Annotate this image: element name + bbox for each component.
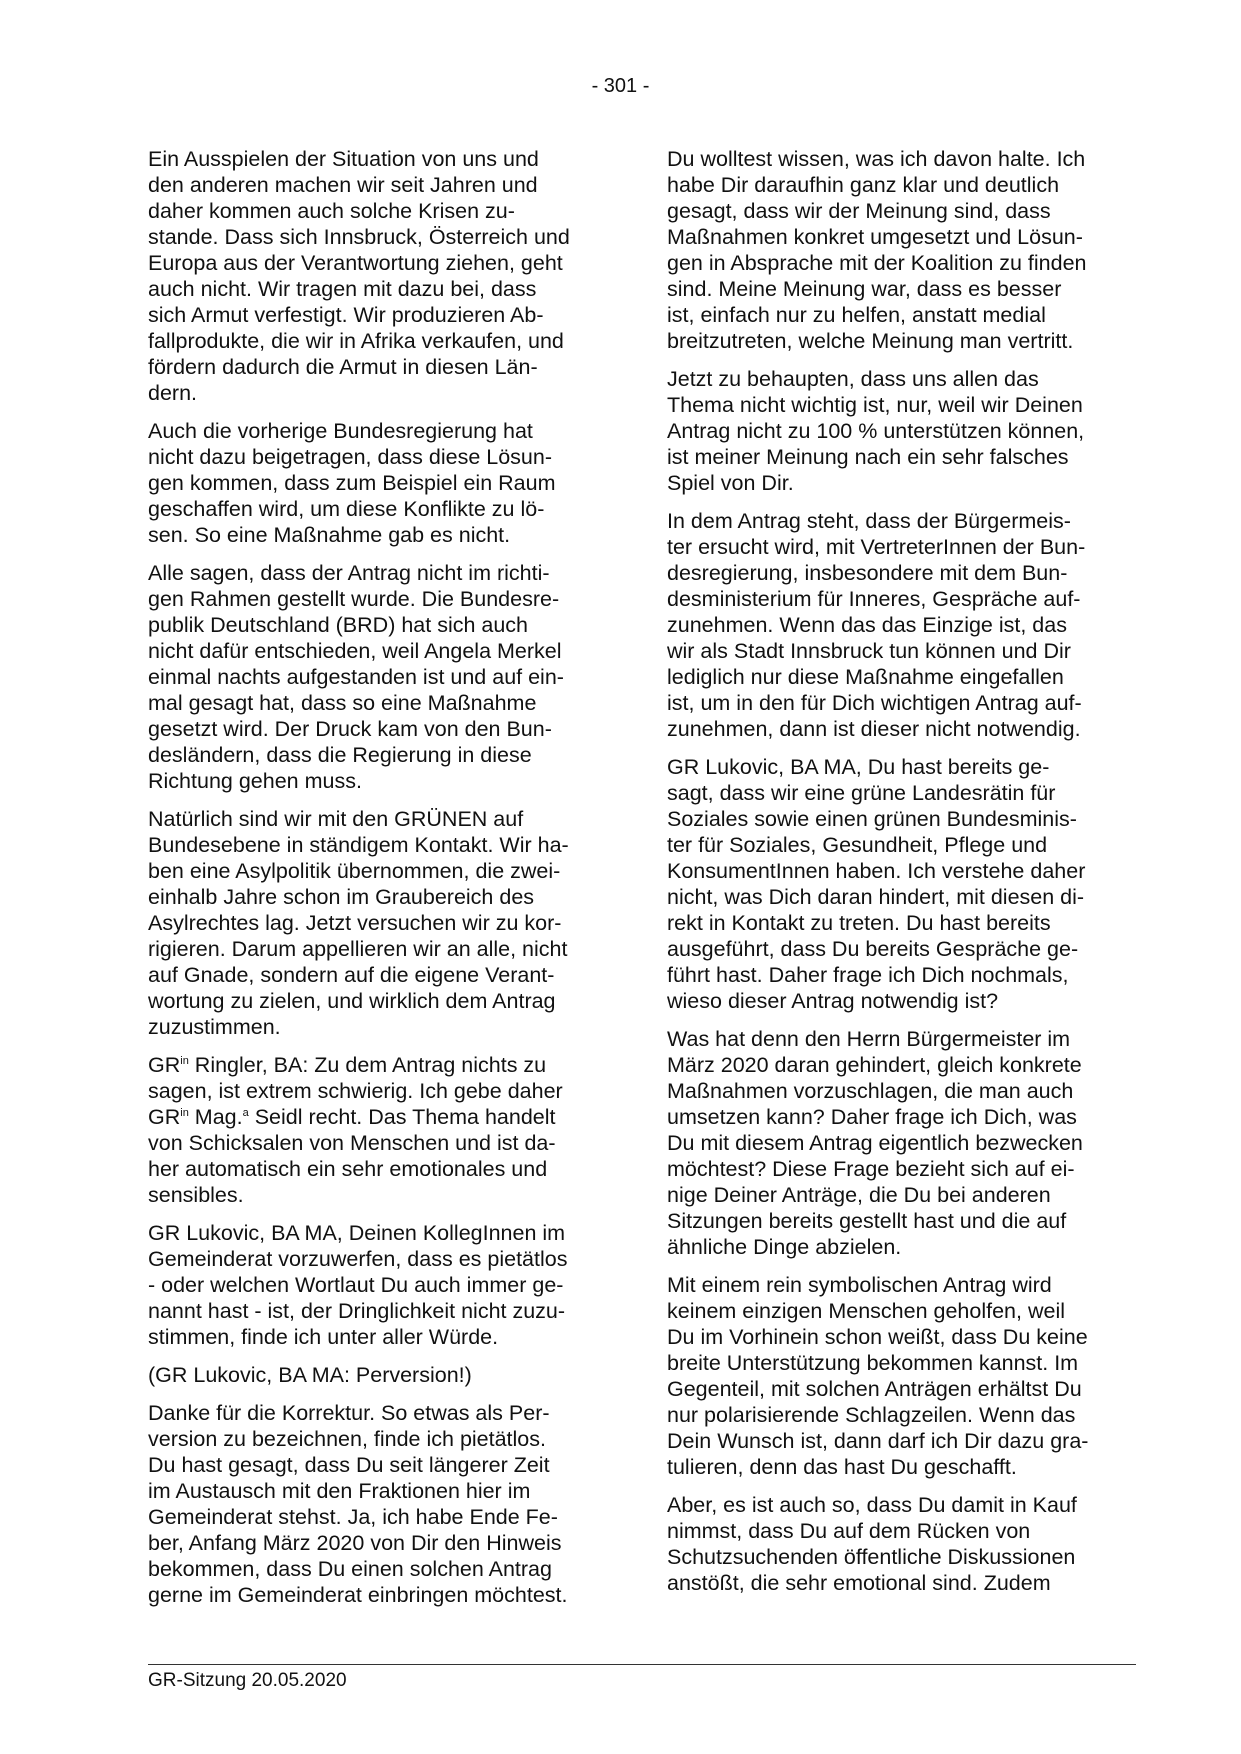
speaker-paragraph: $GR^{in}$ Ringler, BA: Zu dem Antrag nichts zu sagen, ist extrem schwierig. Ich gebe daher $GR^{in}$ Mag.$^a$ Seidl recht. Das Thema handelt von Schicksalen von Menschen und ist da- her automatisch ein sehr emotionales und sensibles.: [148, 1053, 563, 1207]
paragraph: Du wolltest wissen, was ich davon halte. Ich habe Dir daraufhin ganz klar und deutlich gesagt, dass wir der Meinung sind, dass Maßnahmen konkret umgesetzt und Lösun- gen in Absprache mit der Koalition zu finden sind. Meine Meinung war, dass es besser ist, einfach nur zu helfen, anstatt medial breitzutreten, welche Meinung man vertritt.: [667, 147, 1087, 353]
paragraph: Alle sagen, dass der Antrag nicht im richti- gen Rahmen gestellt wurde. Die Bundesre- publik Deutschland (BRD) hat sich auch nicht dafür entschieden, weil Angela Merkel einmal nachts aufgestanden ist und auf ein- mal gesagt hat, dass so eine Maßnahme gesetzt wird. Der Druck kam von den Bun- desländern, dass die Regierung in diese Richtung gehen muss.: [148, 561, 564, 793]
footer-divider: [148, 1664, 1136, 1665]
paragraph: Natürlich sind wir mit den GRÜNEN auf Bundesebene in ständigem Kontakt. Wir ha- ben eine Asylpolitik übernommen, die zwei- einhalb Jahre schon im Graubereich des Asylrechtes lag. Jetzt versuchen wir zu kor- rigieren. Darum appellieren wir an alle, nicht auf Gnade, sondern auf die eigene Verant- wortung zu zielen, und wirklich dem Antrag zuzustimmen.: [148, 807, 569, 1039]
paragraph: Danke für die Korrektur. So etwas als Per- version zu bezeichnen, finde ich pietätlos. Du hast gesagt, dass Du seit längerer Zeit im Austausch mit den Fraktionen hier im Gemeinderat stehst. Ja, ich habe Ende Fe- ber, Anfang März 2020 von Dir den Hinweis bekommen, dass Du einen solchen Antrag gerne im Gemeinderat einbringen möchtest.: [148, 1401, 568, 1607]
paragraph: Mit einem rein symbolischen Antrag wird keinem einzigen Menschen geholfen, weil Du im Vorhinein schon weißt, dass Du keine breite Unterstützung bekommen kannst. Im Gegenteil, mit solchen Anträgen erhältst Du nur polarisierende Schlagzeilen. Wenn das Dein Wunsch ist, dann darf ich Dir dazu gra- tulieren, denn das hast Du geschafft.: [667, 1273, 1089, 1479]
paragraph: In dem Antrag steht, dass der Bürgermeis- ter ersucht wird, mit VertreterInnen der Bun- desregierung, insbesondere mit dem Bun- desministerium für Inneres, Gespräche auf- zunehmen. Wenn das das Einzige ist, das wir als Stadt Innsbruck tun können und Dir lediglich nur diese Maßnahme eingefallen ist, um in den für Dich wichtigen Antrag auf- zunehmen, dann ist dieser nicht notwendig.: [667, 509, 1086, 741]
superscript: in: [180, 1054, 189, 1067]
footer-text: GR-Sitzung 20.05.2020: [148, 1670, 347, 1691]
paragraph: Auch die vorherige Bundesregierung hat nicht dazu beigetragen, dass diese Lösun- gen kommen, dass zum Beispiel ein Raum geschaffen wird, um diese Konflikte zu lö- sen. So eine Maßnahme gab es nicht.: [148, 419, 556, 547]
paragraph: Ein Ausspielen der Situation von uns und den anderen machen wir seit Jahren und daher kommen auch solche Krisen zu- stande. Dass sich Innsbruck, Österreich und Europa aus der Verantwortung ziehen, geht auch nicht. Wir tragen mit dazu bei, dass sich Armut verfestigt. Wir produzieren Ab- fallprodukte, die wir in Afrika verkaufen, und fördern dadurch die Armut in diesen Län- dern.: [148, 147, 570, 405]
superscript: a: [242, 1106, 249, 1119]
right-column: [667, 146, 1132, 1608]
paragraph: Jetzt zu behaupten, dass uns allen das Thema nicht wichtig ist, nur, weil wir Deinen Antrag nicht zu 100 % unterstützen können, ist meiner Meinung nach ein sehr falsches Spiel von Dir.: [667, 367, 1085, 495]
page-number: - 301 -: [591, 75, 650, 97]
speaker-title: GR: [148, 1053, 181, 1077]
left-column: [148, 146, 613, 1620]
paragraph: GR Lukovic, BA MA, Deinen KollegInnen im Gemeinderat vorzuwerfen, dass es pietätlos - oder welchen Wortlaut Du auch immer ge- nannt hast - ist, der Dringlichkeit nicht zuzu- stimmen, finde ich unter aller Würde.: [148, 1221, 568, 1349]
paragraph: Aber, es ist auch so, dass Du damit in Kauf nimmst, dass Du auf dem Rücken von Schutzsuchenden öffentliche Diskussionen anstößt, die sehr emotional sind. Zudem: [667, 1493, 1077, 1595]
paragraph: GR Lukovic, BA MA, Du hast bereits ge- sagt, dass wir eine grüne Landesrätin für Soziales sowie einen grünen Bundesminis- ter für Soziales, Gesundheit, Pflege und KonsumentInnen haben. Ich verstehe daher nicht, was Dich daran hindert, mit diesen di- rekt in Kontakt zu treten. Du hast bereits ausgeführt, dass Du bereits Gespräche ge- führt hast. Daher frage ich Dich nochmals, wieso dieser Antrag notwendig ist?: [667, 755, 1086, 1013]
paragraph: Was hat denn den Herrn Bürgermeister im März 2020 daran gehindert, gleich konkrete Maßnahmen vorzuschlagen, die man auch umsetzen kann? Daher frage ich Dich, was Du mit diesem Antrag eigentlich bezwecken möchtest? Diese Frage bezieht sich auf ei- nige Deiner Anträge, die Du bei anderen Sitzungen bereits gestellt hast und die auf ähnliche Dinge abzielen.: [667, 1027, 1083, 1259]
interjection: (GR Lukovic, BA MA: Perversion!): [148, 1363, 472, 1387]
